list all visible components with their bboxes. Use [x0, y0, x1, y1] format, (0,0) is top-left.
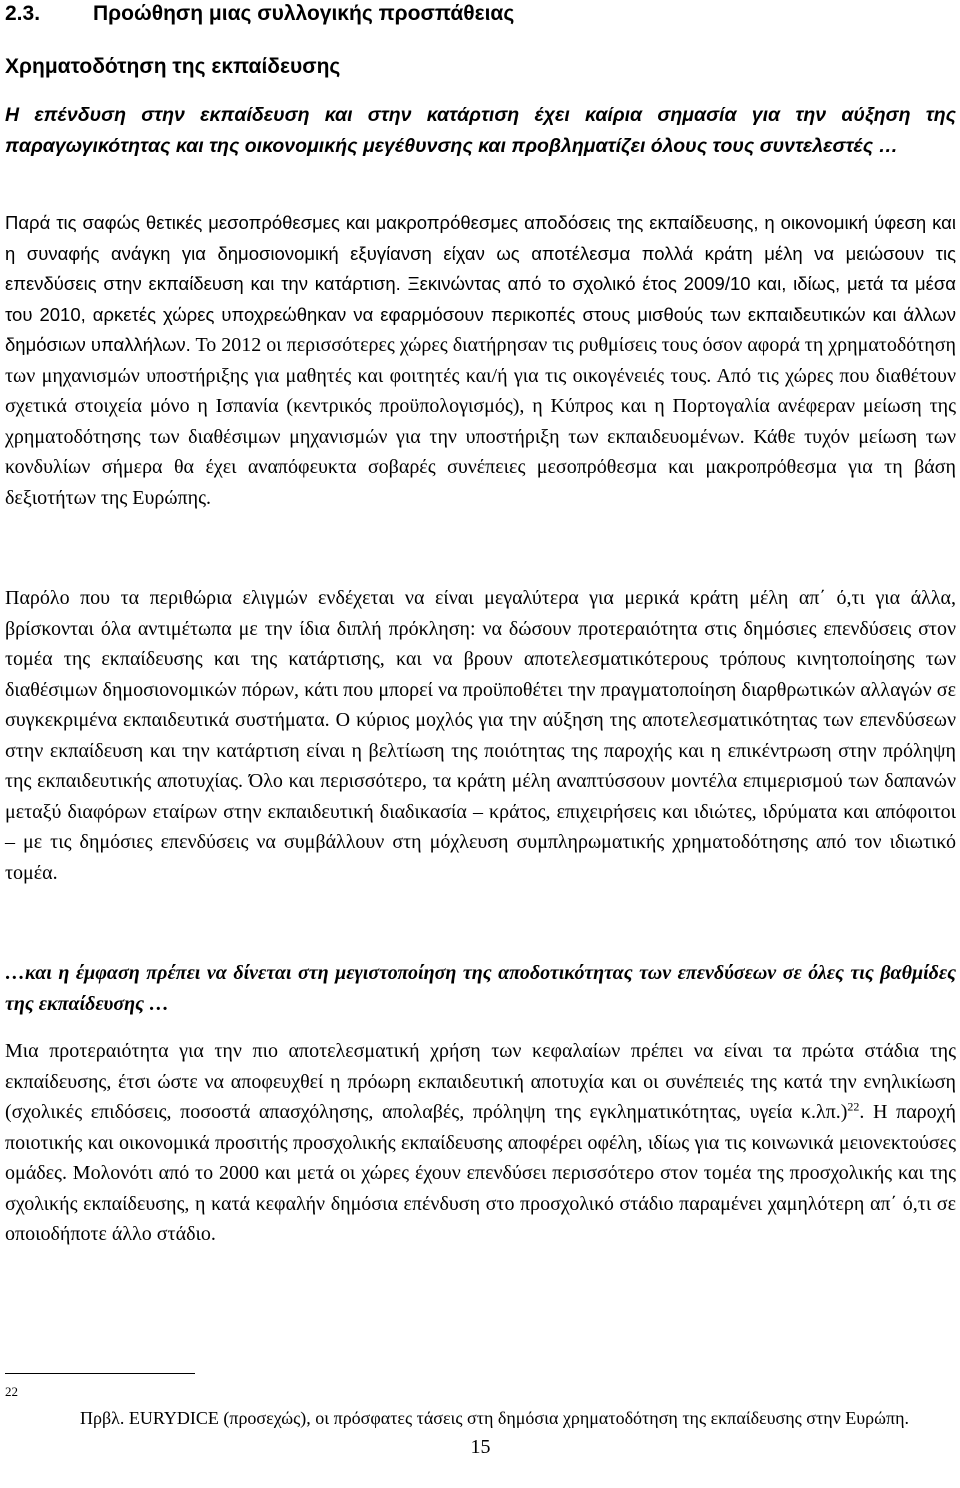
- lead-statement-1: Η επένδυση στην εκπαίδευση και στην κατάρτιση έχει καίρια σημασία για την αύξηση της παραγωγικότητας και της οικονομικής μεγέθυνσης και προβληματίζει όλους τους συντελεστές …: [5, 104, 956, 157]
- lead-statement-2: …και η έμφαση πρέπει να δίνεται στη μεγιστοποίηση της αποδοτικότητας των επενδύσεων σε όλες τις βαθμίδες της εκπαίδευσης …: [5, 962, 956, 1015]
- paragraph-1: [5, 208, 956, 513]
- footnote-text: Πρβλ. EURYDICE (προσεχώς), οι πρόσφατες τάσεις στη δημόσια χρηματοδότηση της εκπαίδευσης στην Ευρώπη.: [80, 1408, 910, 1428]
- footnote-separator: [5, 1373, 195, 1374]
- page-number: 15: [470, 1436, 491, 1458]
- section-number: 2.3.: [5, 2, 41, 25]
- paragraph-3-before-ref: Μια προτεραιότητα για την πιο αποτελεσματική χρήση των κεφαλαίων πρέπει να είναι τα πρώτα στάδια της εκπαίδευσης, έτσι ώστε να αποφευχθεί η πρόωρη εκπαιδευτική αποτυχία και οι συνέπειές της κατά την ενηλικίωση (σχολικές επιδόσεις, ποσοστά απασχόλησης, απολαβές, πρόληψη της εγκληματικότητας, υγεία κ.λπ.): [5, 1040, 956, 1123]
- paragraph-2: Παρόλο που τα περιθώρια ελιγμών ενδέχεται να είναι μεγαλύτερα για μερικά κράτη μέλη απ΄ ό,τι για άλλα, βρίσκονται όλα αντιμέτωπα με την ίδια διπλή πρόκληση: να δώσουν προτεραιότητα στις δημόσιες επενδύσεις στον τομέα της εκπαίδευσης και της κατάρτισης, και να βρουν αποτελεσματικότερους τρόπους κινητοποίησης των διαθέσιμων δημοσιονομικών πόρων, κάτι που μπορεί να προϋποθέτει την πραγματοποίηση διαρθρωτικών αλλαγών σε συγκεκριμένα εκπαιδευτικά συστήματα. Ο κύριος μοχλός για την αύξηση της αποτελεσματικότητας των επενδύσεων στην εκπαίδευση και την κατάρτιση είναι η βελτίωση της ποιότητας της παροχής και η επικέντρωση στην πρόληψη της εκπαιδευτικής αποτυχίας. Όλο και περισσότερο, τα κράτη μέλη αναπτύσσουν μοντέλα επιμερισμού των δαπανών μεταξύ διαφόρων εταίρων στην εκπαιδευτική διαδικασία – κράτος, επιχειρήσεις και ιδιώτες, ιδρύματα και απόφοιτοι – με τις δημόσιες επενδύσεις να συμβάλλουν στη μόχλευση συμπληρωματικής χρηματοδότησης από τον ιδιωτικό τομέα.: [5, 587, 956, 884]
- footnote-number: 22: [5, 1384, 18, 1399]
- paragraph-3-after-ref: . Η παροχή ποιοτικής και οικονομικά προσιτής προσχολικής εκπαίδευσης αποφέρει οφέλη, ιδίως για τις κοινωνικά μειονεκτούσες ομάδες. Μολονότι από το 2000 και μετά οι χώρες έχουν επενδύσει περισσότερο στον τομέα της προσχολικής και της σχολικής εκπαίδευσης, η κατά κεφαλήν δημόσια επένδυση στο προσχολικό στάδιο παραμένει χαμηλότερη απ΄ ό,τι σε οποιοδήποτε άλλο στάδιο.: [5, 1101, 956, 1245]
- subheading: Χρηματοδότηση της εκπαίδευσης: [5, 55, 341, 78]
- section-title: Προώθηση μιας συλλογικής προσπάθειας: [93, 2, 515, 25]
- paragraph-3: [5, 1036, 956, 1250]
- footnote-reference[interactable]: 22: [847, 1099, 860, 1114]
- paragraph-1-part-b: Το 2012 οι περισσότερες χώρες διατήρησαν τις ρυθμίσεις τους όσον αφορά τη χρηματοδότηση των μηχανισμών υποστήριξης για μαθητές και φοιτητές και/ή για τις οικογένειές τους. Από τις χώρες που διαθέτουν σχετικά στοιχεία μόνο η Ισπανία (κεντρικός προϋπολογισμός), η Κύπρος και η Πορτογαλία ανέφεραν μείωση της χρηματοδότησης των διαθέσιμων μηχανισμών για την υποστήριξη των εκπαιδευομένων. Κάθε τυχόν μείωση των κονδυλίων σήμερα θα έχει αναπόφευκτα σοβαρές συνέπειες μεσοπρόθεσμα και μακροπρόθεσμα για τη βάση δεξιοτήτων της Ευρώπης.: [5, 334, 957, 509]
- section-heading: [5, 2, 514, 26]
- paragraph-1-part-a: Παρά τις σαφώς θετικές μεσοπρόθεσμες και μακροπρόθεσμες αποδόσεις της εκπαίδευσης, η οικονομική ύφεση και η συναφής ανάγκη για δημοσιονομική εξυγίανση είχαν ως αποτέλεσμα πολλά κράτη μέλη να μειώσουν τις επενδύσεις στην εκπαίδευση και την κατάρτιση. Ξεκινώντας από το σχολικό έτος 2009/10 και, ιδίως, μετά τα μέσα του 2010, αρκετές χώρες υποχρεώθηκαν να εφαρμόσουν περικοπές στους μισθούς των εκπαιδευτικών και άλλων δημόσιων υπαλλήλων.: [5, 212, 956, 355]
